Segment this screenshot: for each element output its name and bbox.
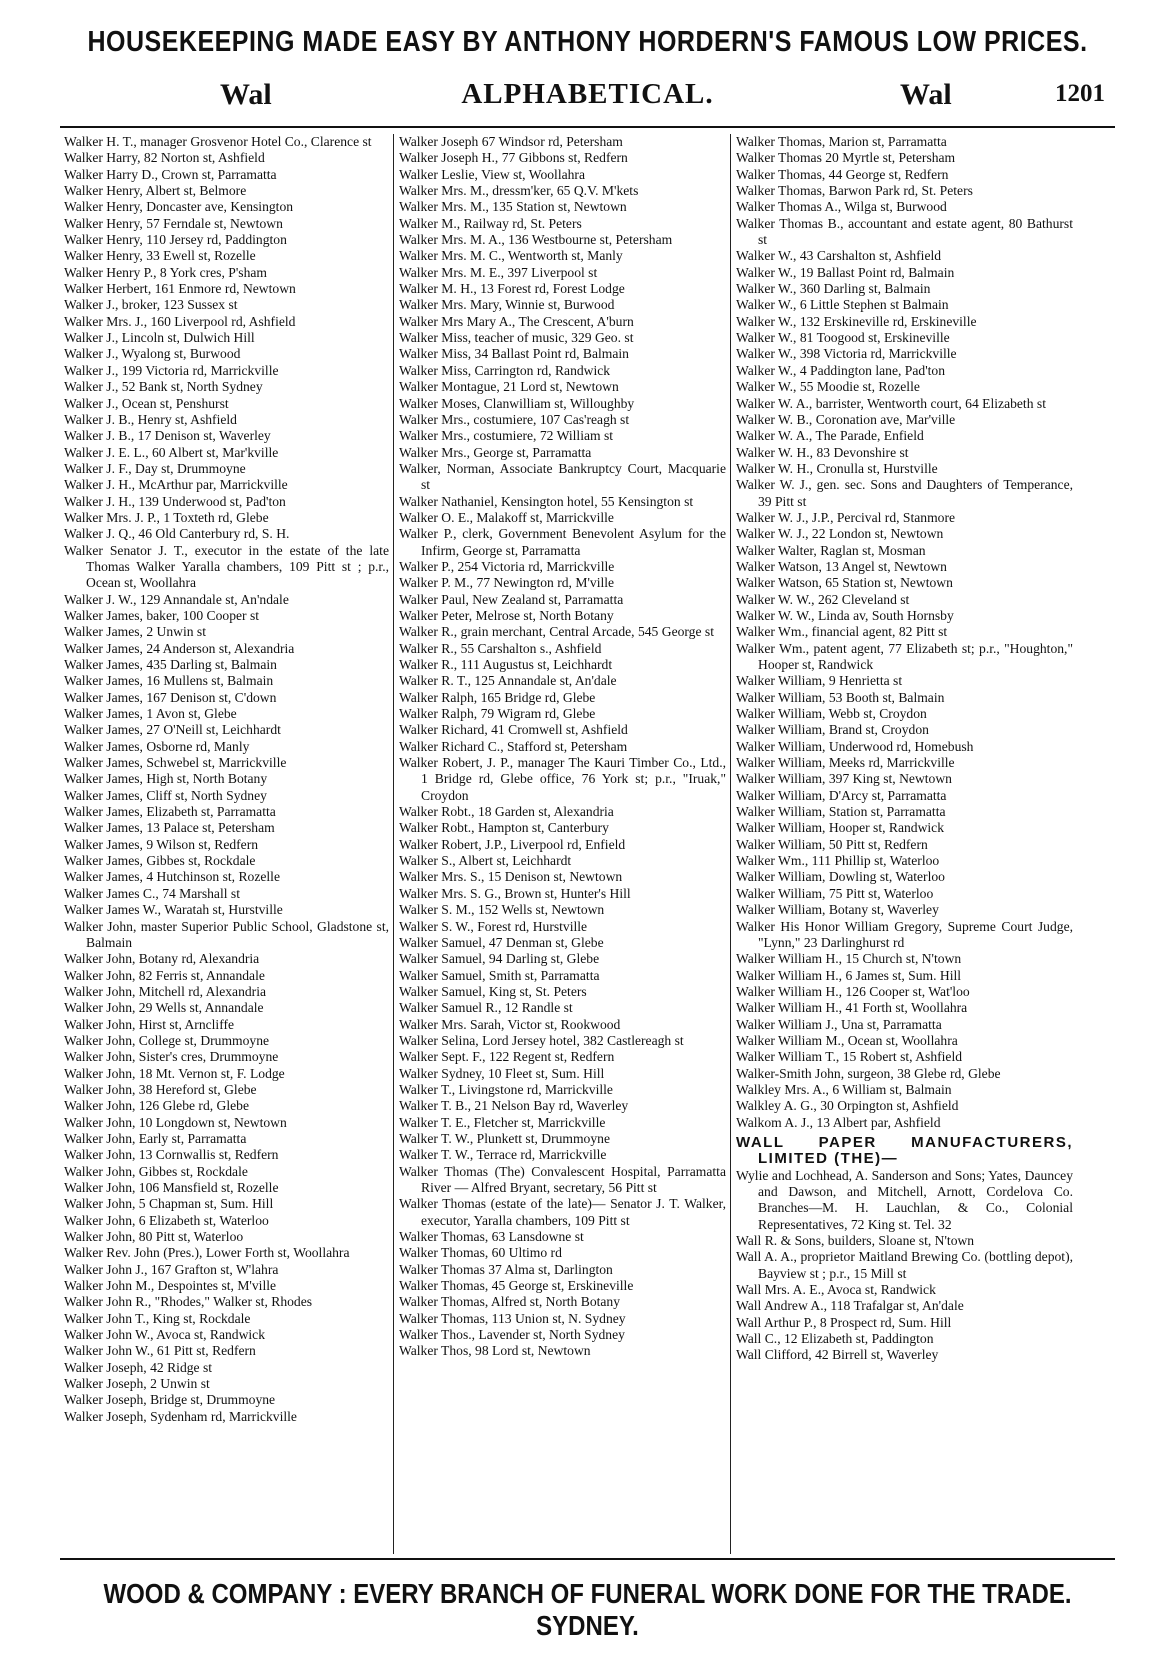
directory-entry: Walker Senator J. T., executor in the estate of the late Thomas Walker Yaralla chambers, 109 Pitt st ; p.r., Ocean st, Woollahra xyxy=(64,542,389,591)
directory-entry: Walker William H., 126 Cooper st, Wat'loo xyxy=(736,983,970,999)
directory-entry: Walker John, 38 Hereford st, Glebe xyxy=(64,1081,257,1097)
directory-entry: Walker Paul, New Zealand st, Parramatta xyxy=(399,591,624,607)
directory-entry: Walker Thomas, 113 Union st, N. Sydney xyxy=(399,1310,626,1326)
directory-entry: Walker John, 82 Ferris st, Annandale xyxy=(64,967,265,983)
directory-entry: Walker John W., Avoca st, Randwick xyxy=(64,1327,266,1343)
directory-entry: Walker Samuel, 94 Darling st, Glebe xyxy=(399,951,600,967)
directory-entry: Walkom A. J., 13 Albert par, Ashfield xyxy=(736,1114,941,1130)
directory-entry: Walker J., 52 Bank st, North Sydney xyxy=(64,379,263,395)
directory-entry: Walker James, 167 Denison st, C'down xyxy=(64,689,277,705)
directory-entry: Walker Miss, teacher of music, 329 Geo. st xyxy=(399,330,634,346)
directory-entry: Walker Mrs. M. A., 136 Westbourne st, Petersham xyxy=(399,232,673,248)
directory-entry: Wall A. A., proprietor Maitland Brewing Co. (bottling depot), Bayview st ; p.r., 15 Mill st xyxy=(736,1249,1073,1281)
directory-entry: Walker John W., 61 Pitt st, Redfern xyxy=(64,1343,256,1359)
directory-entry: Walker John, Gibbes st, Rockdale xyxy=(64,1163,248,1179)
directory-entry: Walker James, High st, North Botany xyxy=(64,771,268,787)
directory-entry: Wall C., 12 Elizabeth st, Paddington xyxy=(736,1331,934,1347)
directory-entry: Walker W. W., 262 Cleveland st xyxy=(736,591,910,607)
directory-entry: Walker James, 4 Hutchinson st, Rozelle xyxy=(64,869,280,885)
directory-entry: Walker James, 1 Avon st, Glebe xyxy=(64,706,237,722)
directory-entry: Walker J. B., Henry st, Ashfield xyxy=(64,411,237,427)
directory-entry: Walker Mrs. Sarah, Victor st, Rookwood xyxy=(399,1016,621,1032)
directory-entry: Walker Ralph, 79 Wigram rd, Glebe xyxy=(399,706,596,722)
directory-entry: Walker Mrs Mary A., The Crescent, A'burn xyxy=(399,313,634,329)
directory-entry: Walker J. B., 17 Denison st, Waverley xyxy=(64,428,271,444)
directory-entry: Walker T. B., 21 Nelson Bay rd, Waverley xyxy=(399,1098,629,1114)
directory-entry: Walker James, Gibbes st, Rockdale xyxy=(64,853,256,869)
directory-entry: Walker W. A., barrister, Wentworth court, 64 Elizabeth st xyxy=(736,395,1046,411)
directory-entry: Walker J. H., 139 Underwood st, Pad'ton xyxy=(64,493,286,509)
directory-entry: Walker John T., King st, Rockdale xyxy=(64,1310,251,1326)
directory-entry: Walker Thomas, Barwon Park rd, St. Peters xyxy=(736,183,973,199)
directory-entry: Walker William, Dowling st, Waterloo xyxy=(736,869,945,885)
directory-entry: Walker James, 2 Unwin st xyxy=(64,624,206,640)
directory-entry: Walker John J., 167 Grafton st, W'lahra xyxy=(64,1261,279,1277)
directory-entry: Walker J. E. L., 60 Albert st, Mar'kville xyxy=(64,444,279,460)
directory-entry: Walker William, Underwood rd, Homebush xyxy=(736,738,974,754)
directory-entry: Walker Moses, Clanwilliam st, Willoughby xyxy=(399,395,635,411)
directory-entry: Walker Joseph 67 Windsor rd, Petersham xyxy=(399,134,623,149)
directory-entry: Walker Henry, Doncaster ave, Kensington xyxy=(64,199,294,215)
directory-entry: Walker J. W., 129 Annandale st, An'ndale xyxy=(64,591,289,607)
directory-entry: Walker John, 106 Mansfield st, Rozelle xyxy=(64,1180,279,1195)
directory-entry: Walker Ralph, 165 Bridge rd, Glebe xyxy=(399,689,596,705)
directory-entry: Walker S. W., Forest rd, Hurstville xyxy=(399,918,588,934)
directory-entry: Walker William, 75 Pitt st, Waterloo xyxy=(736,885,934,901)
directory-entry: Walker Thomas A., Wilga st, Burwood xyxy=(736,199,947,215)
directory-entry: Wall Arthur P., 8 Prospect rd, Sum. Hill xyxy=(736,1314,952,1330)
directory-entry: Walker Mrs. J. P., 1 Toxteth rd, Glebe xyxy=(64,509,269,525)
directory-entry: Walker Joseph, Sydenham rd, Marrickville xyxy=(64,1408,297,1424)
directory-entry: Walker J., Wyalong st, Burwood xyxy=(64,346,241,362)
directory-entry: Walker William J., Una st, Parramatta xyxy=(736,1016,942,1032)
directory-entry: Walker P., clerk, Government Benevolent Asylum for the Infirm, George st, Parramatta xyxy=(399,526,726,558)
directory-entry: Walker William T., 15 Robert st, Ashfield xyxy=(736,1049,963,1065)
directory-entry: Walker John M., Despointes st, M'ville xyxy=(64,1278,277,1294)
directory-entry: Walker J., Lincoln st, Dulwich Hill xyxy=(64,330,255,346)
directory-entry: Walker Thomas, 60 Ultimo rd xyxy=(399,1245,562,1261)
directory-entry: Walker Samuel R., 12 Randle st xyxy=(399,1000,573,1016)
directory-entry: Walker Thos., Lavender st, North Sydney xyxy=(399,1327,625,1343)
directory-entry: Walker T. W., Plunkett st, Drummoyne xyxy=(399,1130,610,1146)
directory-entry: Walker Joseph, Bridge st, Drummoyne xyxy=(64,1392,276,1408)
left-guide-word: Wal xyxy=(220,78,272,111)
directory-entry: Wylie and Lochhead, A. Sanderson and Sons; Yates, Dauncey and Dawson, and Mitchell, Arnott, Cordelova Co. Branches—M. H. Lauchlan, & Co., Colonial Representatives, 72 King st. Tel. 32 xyxy=(736,1167,1073,1232)
directory-entry: Walker Mrs. M., dressm'ker, 65 Q.V. M'kets xyxy=(399,183,639,199)
section-title: ALPHABETICAL. xyxy=(461,78,714,110)
directory-entry: Walker Joseph, 2 Unwin st xyxy=(64,1376,210,1392)
directory-entry: Walker John, 6 Elizabeth st, Waterloo xyxy=(64,1212,269,1228)
directory-entry: Walkley A. G., 30 Orpington st, Ashfield xyxy=(736,1098,959,1114)
directory-entry: Walker Thomas (The) Convalescent Hospital, Parramatta River — Alfred Bryant, secretary, 56 Pitt st xyxy=(399,1163,726,1195)
top-rule xyxy=(60,126,1115,128)
directory-entry: Walker W., 43 Carshalton st, Ashfield xyxy=(736,248,942,264)
directory-entry: Walker Robert, J.P., Liverpool rd, Enfield xyxy=(399,836,626,852)
directory-entry: Walker Thomas, Alfred st, North Botany xyxy=(399,1294,621,1310)
directory-entry: Walker Thomas B., accountant and estate agent, 80 Bathurst st xyxy=(736,215,1073,248)
directory-entry: Walker Mrs. S., 15 Denison st, Newtown xyxy=(399,869,623,885)
directory-entry: Walker James, Cliff st, North Sydney xyxy=(64,787,267,803)
directory-entry: Walker Mrs. M. E., 397 Liverpool st xyxy=(399,264,598,280)
column-divider xyxy=(393,134,394,1554)
directory-entry: Walker W. H., Cronulla st, Hurstville xyxy=(736,460,938,476)
directory-entry: Walker William, Webb st, Croydon xyxy=(736,706,927,722)
directory-entry: Wall Andrew A., 118 Trafalgar st, An'dale xyxy=(736,1298,964,1314)
directory-entry: Walker W., 4 Paddington lane, Pad'ton xyxy=(736,362,946,378)
directory-entry: Walker Wm., patent agent, 77 Elizabeth st; p.r., "Houghton," Hooper st, Randwick xyxy=(736,640,1073,672)
directory-entry: Walker Sydney, 10 Fleet st, Sum. Hill xyxy=(399,1065,605,1081)
directory-entry: Walker William, Brand st, Croydon xyxy=(736,722,929,738)
bottom-rule xyxy=(60,1558,1115,1560)
column-3 xyxy=(736,134,1073,1554)
directory-entry: Walker Robert, J. P., manager The Kauri Timber Co., Ltd., 1 Bridge rd, Glebe office, 76 York st; p.r., "Iruak," Croydon xyxy=(399,755,726,803)
directory-entry: Walker James C., 74 Marshall st xyxy=(64,885,240,901)
directory-entry: Walker Herbert, 161 Enmore rd, Newtown xyxy=(64,281,296,297)
directory-entry: Walker Thomas 20 Myrtle st, Petersham xyxy=(736,150,956,166)
directory-entry: Walker Thomas, 44 George st, Redfern xyxy=(736,166,949,182)
directory-entry: Walker Walter, Raglan st, Mosman xyxy=(736,542,926,558)
directory-entry: Walker William, 50 Pitt st, Redfern xyxy=(736,836,928,852)
directory-entry: Walker J., Ocean st, Penshurst xyxy=(64,395,229,411)
directory-entry: Walker J. F., Day st, Drummoyne xyxy=(64,460,246,476)
directory-entry: Walker John, Hirst st, Arncliffe xyxy=(64,1016,235,1032)
wall-paper-heading: WALL PAPER MANUFACTURERS, LIMITED (THE)— xyxy=(736,1133,1073,1168)
directory-entry: Walker R. T., 125 Annandale st, An'dale xyxy=(399,673,617,689)
directory-entry: Walker Mrs. M. C., Wentworth st, Manly xyxy=(399,248,623,264)
directory-entry: Walker John, 18 Mt. Vernon st, F. Lodge xyxy=(64,1065,285,1081)
directory-entry: Walker O. E., Malakoff st, Marrickville xyxy=(399,509,614,525)
directory-entry: Walker R., grain merchant, Central Arcade, 545 George st xyxy=(399,624,714,640)
directory-entry: Walker John, 10 Longdown st, Newtown xyxy=(64,1114,287,1130)
directory-entry: Walker Joseph, 42 Ridge st xyxy=(64,1359,213,1375)
directory-entry: Walker Selina, Lord Jersey hotel, 382 Castlereagh st xyxy=(399,1032,684,1048)
directory-entry: Walker James, Elizabeth st, Parramatta xyxy=(64,804,276,820)
directory-entry: Walker W., 360 Darling st, Balmain xyxy=(736,281,931,297)
directory-entry: Walker William, Station st, Parramatta xyxy=(736,804,946,820)
directory-entry: Walker Henry, 57 Ferndale st, Newtown xyxy=(64,215,283,231)
column-divider xyxy=(730,134,731,1554)
directory-entry: Walker William M., Ocean st, Woollahra xyxy=(736,1032,958,1048)
directory-entry: Walker, Norman, Associate Bankruptcy Court, Macquarie st xyxy=(399,460,726,493)
directory-entry: Walker Watson, 65 Station st, Newtown xyxy=(736,575,953,591)
directory-entry: Walker William H., 41 Forth st, Woollahra xyxy=(736,1000,968,1016)
column-1 xyxy=(64,134,389,1554)
directory-entry: Walker Richard C., Stafford st, Petersham xyxy=(399,738,628,754)
directory-entry: Walker M., Railway rd, St. Peters xyxy=(399,215,582,231)
directory-entry: Walker J., broker, 123 Sussex st xyxy=(64,297,238,313)
directory-entry: Walker Thos, 98 Lord st, Newtown xyxy=(399,1343,591,1359)
directory-entry: Walker Thomas 37 Alma st, Darlington xyxy=(399,1261,613,1277)
directory-entry: Wall Mrs. A. E., Avoca st, Randwick xyxy=(736,1282,936,1298)
directory-entry: Walker Thomas, Marion st, Parramatta xyxy=(736,134,947,149)
directory-entry: Walker John, Sister's cres, Drummoyne xyxy=(64,1049,279,1065)
directory-entry: Walker W. J., gen. sec. Sons and Daughters of Temperance, 39 Pitt st xyxy=(736,477,1073,509)
directory-entry: Walker W., 81 Toogood st, Erskineville xyxy=(736,330,950,346)
directory-entry: Walker Robt., 18 Garden st, Alexandria xyxy=(399,804,614,820)
directory-entry: Walker William, Botany st, Waverley xyxy=(736,902,939,918)
directory-entry: Walker J. Q., 46 Old Canterbury rd, S. H. xyxy=(64,526,290,542)
directory-entry: Walker S. M., 152 Wells st, Newtown xyxy=(399,902,605,918)
directory-entry: Walker W., 398 Victoria rd, Marrickville xyxy=(736,346,957,362)
directory-entry: Walker James W., Waratah st, Hurstville xyxy=(64,902,283,918)
directory-entry: Walker William, 9 Henrietta st xyxy=(736,673,903,689)
directory-entry: Walker Wm., 111 Phillip st, Waterloo xyxy=(736,853,940,869)
directory-entry: Walker James, 27 O'Neill st, Leichhardt xyxy=(64,722,281,738)
directory-entry: Walkley Mrs. A., 6 William st, Balmain xyxy=(736,1081,952,1097)
directory-entry: Walker William, Meeks rd, Marrickville xyxy=(736,755,955,771)
directory-entry: Walker Mrs. M., 135 Station st, Newtown xyxy=(399,199,627,215)
directory-entry: Walker His Honor William Gregory, Supreme Court Judge, "Lynn," 23 Darlinghurst rd xyxy=(736,918,1073,950)
directory-entry: Walker John, 5 Chapman st, Sum. Hill xyxy=(64,1196,274,1212)
directory-entry: Walker W., 132 Erskineville rd, Erskineville xyxy=(736,313,977,329)
directory-entry: Walker Thomas (estate of the late)— Senator J. T. Walker, executor, Yaralla chambers, 109 Pitt st xyxy=(399,1196,726,1228)
page-number: 1201 xyxy=(1055,80,1105,107)
directory-entry: Walker Nathaniel, Kensington hotel, 55 Kensington st xyxy=(399,493,694,509)
directory-entry: Walker Samuel, Smith st, Parramatta xyxy=(399,967,600,983)
directory-entry: Walker Miss, Carrington rd, Randwick xyxy=(399,362,611,378)
directory-entry: Walker James, 13 Palace st, Petersham xyxy=(64,820,275,836)
directory-entry: Walker James, Osborne rd, Manly xyxy=(64,738,250,754)
directory-entry: Walker Henry, 33 Ewell st, Rozelle xyxy=(64,248,256,264)
directory-entry: Walker J. H., McArthur par, Marrickville xyxy=(64,477,288,493)
directory-entry: Walker John, Mitchell rd, Alexandria xyxy=(64,983,267,999)
directory-entry: Walker H. T., manager Grosvenor Hotel Co., Clarence st xyxy=(64,134,372,149)
header-banner: HOUSEKEEPING MADE EASY BY ANTHONY HORDERN'S FAMOUS LOW PRICES. xyxy=(87,25,1088,59)
directory-entry: Walker W. W., Linda av, South Hornsby xyxy=(736,607,954,623)
directory-entry: Walker W., 6 Little Stephen st Balmain xyxy=(736,297,949,313)
directory-entry: Walker W. J., 22 London st, Newtown xyxy=(736,526,944,542)
directory-entry: Walker Mrs. J., 160 Liverpool rd, Ashfield xyxy=(64,313,296,329)
directory-entry: Walker Samuel, King st, St. Peters xyxy=(399,983,587,999)
directory-entry: Walker William H., 15 Church st, N'town xyxy=(736,951,962,967)
directory-entry: Walker W., 55 Moodie st, Rozelle xyxy=(736,379,920,395)
directory-entry: Walker-Smith John, surgeon, 38 Glebe rd, Glebe xyxy=(736,1065,1001,1081)
directory-entry: Walker P., 254 Victoria rd, Marrickville xyxy=(399,558,615,574)
directory-entry: Walker Montague, 21 Lord st, Newtown xyxy=(399,379,619,395)
directory-entry: Walker W. H., 83 Devonshire st xyxy=(736,444,909,460)
directory-entry: Walker Mrs. S. G., Brown st, Hunter's Hill xyxy=(399,885,631,901)
directory-entry: Walker Richard, 41 Cromwell st, Ashfield xyxy=(399,722,628,738)
directory-entry: Walker James, Schwebel st, Marrickville xyxy=(64,755,287,771)
directory-entry: Walker Henry, 110 Jersey rd, Paddington xyxy=(64,232,287,248)
directory-entry: Walker Thomas, 45 George st, Erskineville xyxy=(399,1278,634,1294)
directory-entry: Walker W. A., The Parade, Enfield xyxy=(736,428,924,444)
directory-entry: Walker James, baker, 100 Cooper st xyxy=(64,607,260,623)
directory-entry: Walker John, Early st, Parramatta xyxy=(64,1130,247,1146)
directory-entry: Walker R., 55 Carshalton s., Ashfield xyxy=(399,640,602,656)
directory-entry: Walker W., 19 Ballast Point rd, Balmain xyxy=(736,264,955,280)
directory-entry: Walker R., 111 Augustus st, Leichhardt xyxy=(399,657,613,672)
directory-entry: Walker William, 53 Booth st, Balmain xyxy=(736,689,945,705)
directory-entry: Walker Sept. F., 122 Regent st, Redfern xyxy=(399,1049,615,1065)
directory-entry: Walker James, 24 Anderson st, Alexandria xyxy=(64,640,295,656)
directory-entry: Walker William, 397 King st, Newtown xyxy=(736,771,952,787)
directory-entry: Walker T., Livingstone rd, Marrickville xyxy=(399,1081,613,1097)
directory-entry: Walker W. J., J.P., Percival rd, Stanmore xyxy=(736,509,956,525)
directory-entry: Walker James, 16 Mullens st, Balmain xyxy=(64,673,274,689)
directory-entry: Walker Peter, Melrose st, North Botany xyxy=(399,607,614,623)
directory-entry: Walker Mrs., George st, Parramatta xyxy=(399,444,592,460)
directory-entry: Walker Leslie, View st, Woollahra xyxy=(399,166,585,182)
directory-entry: Walker John, 13 Cornwallis st, Redfern xyxy=(64,1147,279,1163)
directory-entry: Walker Robt., Hampton st, Canterbury xyxy=(399,820,609,836)
directory-entry: Wall R. & Sons, builders, Sloane st, N'town xyxy=(736,1233,975,1249)
directory-entry: Walker John, 126 Glebe rd, Glebe xyxy=(64,1098,250,1114)
directory-entry: Walker Joseph H., 77 Gibbons st, Redfern xyxy=(399,150,628,166)
directory-entry: Walker James, 9 Wilson st, Redfern xyxy=(64,836,259,852)
directory-entry: Walker James, 435 Darling st, Balmain xyxy=(64,657,277,672)
directory-entry: Walker John, 80 Pitt st, Waterloo xyxy=(64,1229,244,1245)
directory-entry: Walker Henry, Albert st, Belmore xyxy=(64,183,247,199)
directory-entry: Walker P. M., 77 Newington rd, M'ville xyxy=(399,575,615,591)
directory-entry: Walker John, College st, Drummoyne xyxy=(64,1032,270,1048)
directory-entry: Walker John, Botany rd, Alexandria xyxy=(64,951,260,967)
directory-entry: Walker William H., 6 James st, Sum. Hill xyxy=(736,967,962,983)
running-head xyxy=(60,78,1115,122)
directory-entry: Walker Watson, 13 Angel st, Newtown xyxy=(736,558,947,574)
directory-entry: Walker Henry P., 8 York cres, P'sham xyxy=(64,264,267,280)
directory-entry: Walker Mrs., costumiere, 107 Cas'reagh st xyxy=(399,411,630,427)
directory-entry: Walker Miss, 34 Ballast Point rd, Balmain xyxy=(399,346,629,362)
directory-entry: Walker S., Albert st, Leichhardt xyxy=(399,853,572,869)
directory-entry: Walker Harry D., Crown st, Parramatta xyxy=(64,166,277,182)
directory-entry: Walker Rev. John (Pres.), Lower Forth st, Woollahra xyxy=(64,1245,350,1261)
directory-entry: Walker Harry, 82 Norton st, Ashfield xyxy=(64,150,265,166)
directory-entry: Walker T. W., Terrace rd, Marrickville xyxy=(399,1147,607,1163)
directory-entry: Walker John, 29 Wells st, Annandale xyxy=(64,1000,264,1016)
directory-entry: Walker Thomas, 63 Lansdowne st xyxy=(399,1229,584,1245)
directory-entry: Walker William, D'Arcy st, Parramatta xyxy=(736,787,947,803)
directory-entry: Walker J., 199 Victoria rd, Marrickville xyxy=(64,362,279,378)
directory-entry: Walker John R., "Rhodes," Walker st, Rhodes xyxy=(64,1294,313,1310)
directory-entry: Walker Samuel, 47 Denman st, Glebe xyxy=(399,934,604,950)
directory-entry: Walker Wm., financial agent, 82 Pitt st xyxy=(736,624,948,640)
right-guide-word: Wal xyxy=(900,78,952,111)
directory-columns xyxy=(64,134,1114,1554)
directory-entry: Walker William, Hooper st, Randwick xyxy=(736,820,945,836)
directory-entry: Walker M. H., 13 Forest rd, Forest Lodge xyxy=(399,281,625,297)
directory-entry: Walker John, master Superior Public School, Gladstone st, Balmain xyxy=(64,918,389,950)
directory-entry: Wall Clifford, 42 Birrell st, Waverley xyxy=(736,1347,939,1363)
directory-entry: Walker Mrs. Mary, Winnie st, Burwood xyxy=(399,297,615,313)
column-2 xyxy=(399,134,726,1554)
footer-banner: WOOD & COMPANY : EVERY BRANCH OF FUNERAL WORK DONE FOR THE TRADE. SYDNEY. xyxy=(103,1578,1072,1643)
directory-entry: Walker Mrs., costumiere, 72 William st xyxy=(399,428,614,444)
directory-entry: Walker W. B., Coronation ave, Mar'ville xyxy=(736,411,956,427)
directory-entry: Walker T. E., Fletcher st, Marrickville xyxy=(399,1114,606,1130)
